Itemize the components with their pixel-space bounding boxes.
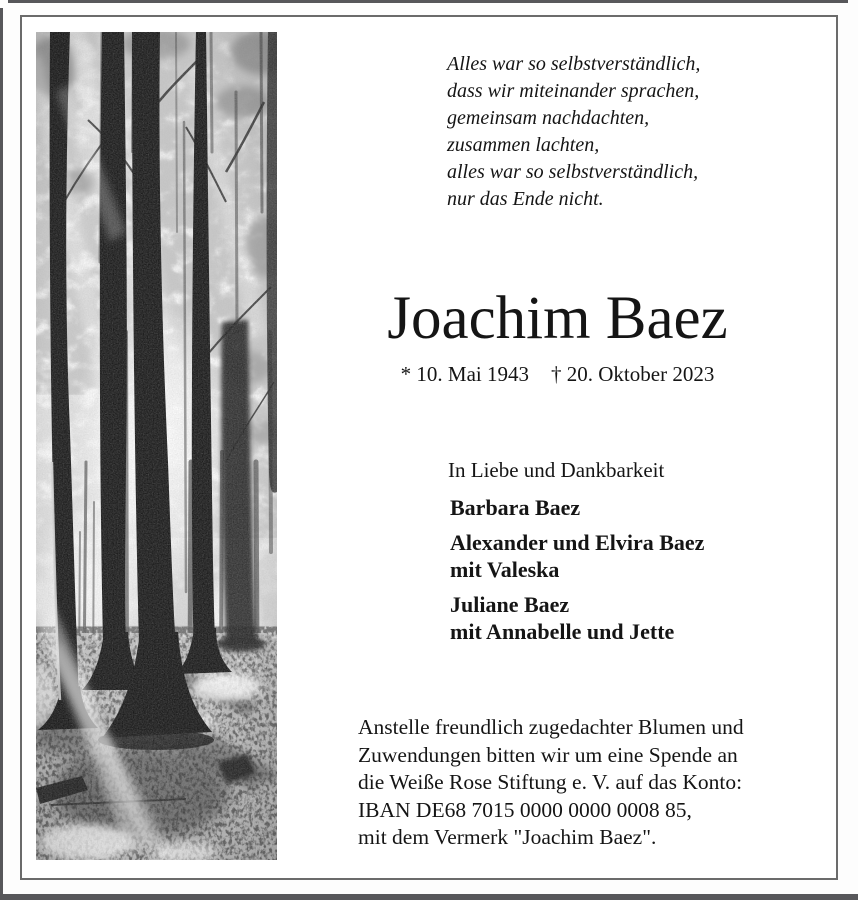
deceased-name: Joachim Baez xyxy=(387,285,728,352)
mourner-line: Barbara Baez xyxy=(450,495,581,520)
donation-line: Zuwendungen bitten wir um eine Spende an xyxy=(358,742,738,767)
donation-line: mit dem Vermerk "Joachim Baez". xyxy=(358,825,657,849)
scan-edge-bottom xyxy=(0,894,858,900)
poem xyxy=(447,51,700,213)
donation-line: Anstelle freundlich zugedachter Blumen und xyxy=(358,715,744,739)
poem-line: zusammen lachten, xyxy=(447,134,600,156)
closing-line: In Liebe und Dankbarkeit xyxy=(448,458,665,482)
forest-photo xyxy=(36,32,277,860)
poem-line: alles war so selbstverständlich, xyxy=(447,161,699,183)
donation-note xyxy=(358,714,744,852)
scan-edge-left xyxy=(0,8,3,894)
life-dates xyxy=(277,362,838,387)
mourner-line: mit Valeska xyxy=(450,557,560,582)
mourner-line: Alexander und Elvira Baez xyxy=(450,530,705,555)
donation-line: IBAN DE68 7015 0000 0000 0008 85, xyxy=(358,797,692,822)
poem-line: gemeinsam nachdachten, xyxy=(447,107,650,129)
poem-line: dass wir miteinander sprachen, xyxy=(447,80,700,102)
mourner-group xyxy=(450,591,704,645)
birth-date: * 10. Mai 1943 xyxy=(400,362,529,386)
mourners-list xyxy=(450,494,704,653)
mourner-group xyxy=(450,529,704,583)
donation-line: die Weiße Rose Stiftung e. V. auf das Konto: xyxy=(358,770,743,794)
mourner-line: Juliane Baez xyxy=(450,592,570,617)
poem-line: nur das Ende nicht. xyxy=(447,188,604,210)
death-date: † 20. Oktober 2023 xyxy=(551,362,715,386)
poem-line: Alles war so selbstverständlich, xyxy=(447,53,701,75)
mourner-group xyxy=(450,494,704,521)
scan-edge-top xyxy=(8,0,848,3)
mourner-line: mit Annabelle und Jette xyxy=(450,619,675,644)
